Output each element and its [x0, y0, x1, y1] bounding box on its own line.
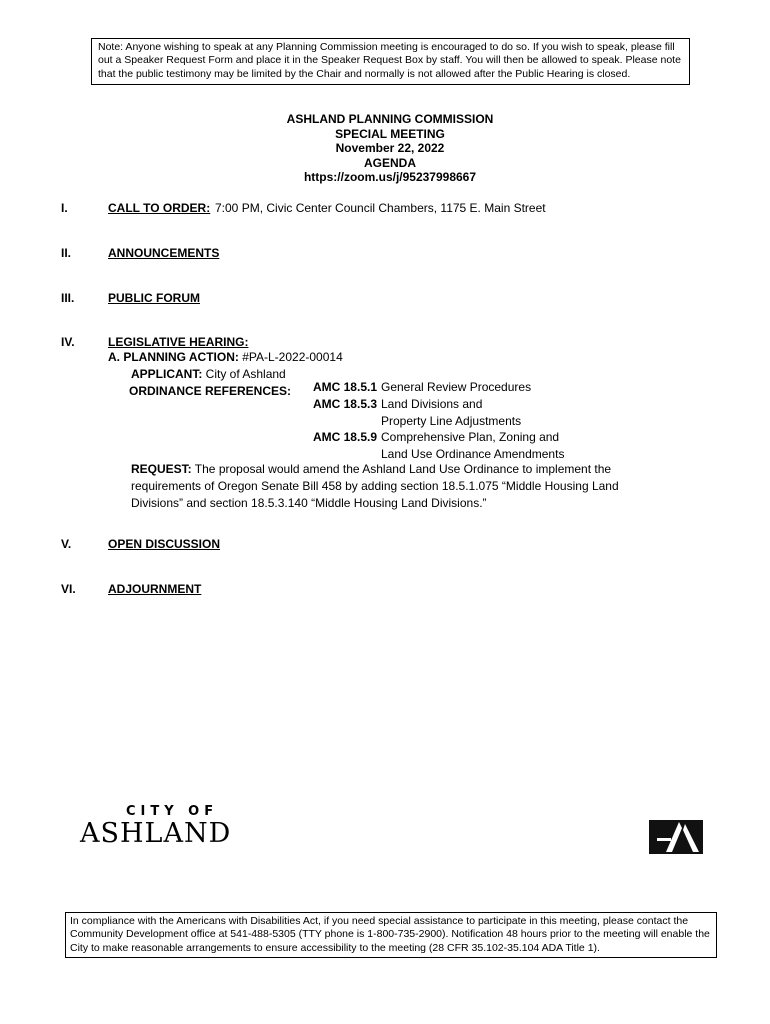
agenda-label: AGENDA [363, 155, 416, 170]
meeting-date: November 22, 2022 [335, 141, 445, 156]
request-text: The proposal would amend the Ashland Land Use Ordinance to implement the requirements of Oregon Senate Bill 458 by adding section 18.5.1.075 “Middle Housing Land Divisions” and section 18.5.3.140 “Middle Housing Land Divisions.” [131, 462, 619, 510]
request-label: REQUEST: [131, 462, 192, 476]
ordinance-desc: Land Use Ordinance Amendments [381, 447, 565, 462]
commission-title: ASHLAND PLANNING COMMISSION [286, 112, 494, 126]
item-number: VI. [61, 582, 76, 596]
item-title: ANNOUNCEMENTS [108, 246, 220, 260]
ordinance-desc: Comprehensive Plan, Zoning and [381, 430, 560, 445]
item-detail: 7:00 PM, Civic Center Council Chambers, 1175 E. Main Street [215, 201, 546, 215]
item-title: CALL TO ORDER: [108, 201, 211, 215]
item-number: II. [61, 246, 72, 260]
ada-compliance-box [65, 912, 717, 958]
applicant-value: City of Ashland [202, 366, 286, 381]
ordinance-code: AMC 18.5.1 [312, 380, 377, 394]
city-of-ashland-logo [80, 804, 270, 852]
ordinance-desc: General Review Procedures [381, 380, 532, 394]
ordinance-desc: Land Divisions and [381, 396, 483, 411]
planning-action-value: #PA-L-2022-00014 [238, 350, 343, 364]
item-number: IV. [61, 335, 75, 349]
ordinance-code: AMC 18.5.9 [312, 430, 377, 445]
item-number: V. [61, 537, 72, 551]
speaker-note-text: Note: Anyone wishing to speak at any Planning Commission meeting is encouraged to do so. If you wish to speak, please fill out a Speaker Request Form and place it in the Speaker Request Box by staff. You will then be allowed to speak. Please note that the public testimony may be limited by the Chair and normally is not allowed after the Public Hearing is closed. [98, 41, 681, 80]
item-number: III. [61, 291, 75, 305]
ashland-a-emblem-icon [649, 820, 703, 854]
meeting-type: SPECIAL MEETING [335, 126, 445, 141]
speaker-note-box [91, 38, 690, 85]
item-title: OPEN DISCUSSION [108, 537, 221, 551]
zoom-link[interactable]: https://zoom.us/j/95237998667 [303, 170, 477, 185]
logo-ashland-text: ASHLAND [80, 818, 232, 849]
planning-action-label: A. PLANNING ACTION: [108, 350, 239, 364]
item-title: PUBLIC FORUM [108, 291, 200, 305]
ordinance-desc: Property Line Adjustments [381, 413, 522, 428]
agenda-header [190, 112, 590, 185]
ada-compliance-text: In compliance with the Americans with Disabilities Act, if you need special assistance to participate in this meeting, please contact the Community Development office at 541-488-5305 (TTY phone is 1-800-735-2900). Notification 48 hours prior to the meeting will enable the City to make reasonable arrangements to ensure accessibility to the meeting (28 CFR 35.102-35.104 ADA Title 1). [70, 915, 710, 954]
ordinance-references-label: ORDINANCE REFERENCES: [129, 383, 292, 398]
item-number: I. [61, 201, 68, 215]
applicant-label: APPLICANT: [131, 366, 203, 381]
logo-city-of-text: CITY OF [126, 804, 219, 819]
planning-action-row [108, 349, 343, 366]
item-title: LEGISLATIVE HEARING: [108, 335, 249, 349]
request-paragraph [131, 461, 651, 511]
item-title: ADJOURNMENT [108, 582, 202, 596]
ordinance-code: AMC 18.5.3 [312, 396, 377, 411]
